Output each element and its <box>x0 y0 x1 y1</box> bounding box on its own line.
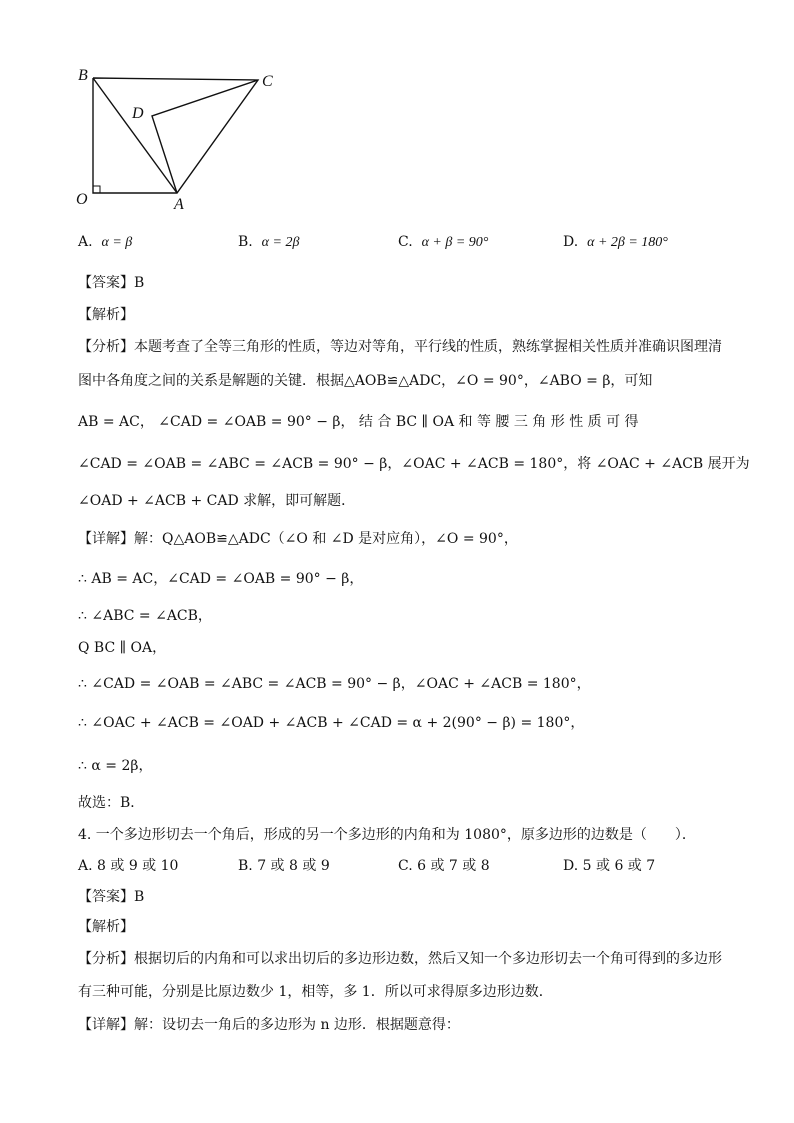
q3-analysis-line-3: AB = AC， ∠CAD = ∠OAB = 90° − β， 结 合 BC ∥ OA 和 等 腰 三 角 形 性 质 可 得 <box>78 414 639 430</box>
option-key: A. <box>78 858 93 874</box>
q4-option-c <box>398 855 490 875</box>
q3-detail-line-7: ∴ α = 2β， <box>78 758 153 774</box>
option-key: D. <box>563 234 579 250</box>
q4-analysis-line-2: 有三种可能，分别是比原边数少 1，相等，多 1．所以可求得原多边形边数． <box>78 984 553 1000</box>
right-angle-mark <box>93 186 100 193</box>
label-C: C <box>262 73 273 90</box>
q4-option-d <box>563 855 655 875</box>
label-D: D <box>132 105 144 122</box>
segment-ADC <box>152 80 258 193</box>
q4-option-a <box>78 855 178 875</box>
option-key: B. <box>238 858 253 874</box>
option-text: α + 2β = 180° <box>587 235 668 250</box>
option-text: 8 或 9 或 10 <box>97 858 179 874</box>
label-A: A <box>174 196 184 213</box>
q4-option-b <box>238 855 330 875</box>
q3-analysis-heading: 【解析】 <box>78 307 134 323</box>
q3-detail-line-1: 【详解】解：Q△AOB≌△ADC（∠O 和 ∠D 是对应角），∠O = 90°， <box>78 531 518 547</box>
figure-outline <box>93 78 258 193</box>
option-text: 7 或 8 或 9 <box>257 858 330 874</box>
option-text: 6 或 7 或 8 <box>417 858 490 874</box>
segment-BA <box>93 78 177 193</box>
q4-analysis-line-1: 【分析】根据切后的内角和可以求出切后的多边形边数，然后又知一个多边形切去一个角可得到的多边形 <box>78 951 722 967</box>
option-key: D. <box>563 858 579 874</box>
q3-answer: 【答案】B <box>78 275 145 291</box>
q3-option-d <box>563 234 668 251</box>
q3-analysis-line-1: 【分析】本题考查了全等三角形的性质，等边对等角，平行线的性质，熟练掌握相关性质并准确识图理清 <box>78 339 722 355</box>
q4-analysis-heading: 【解析】 <box>78 919 134 935</box>
q3-detail-line-5: ∴ ∠CAD = ∠OAB = ∠ABC = ∠ACB = 90° − β，∠OAC + ∠ACB = 180°， <box>78 676 591 692</box>
option-key: A. <box>78 234 93 250</box>
q3-option-c <box>398 234 488 251</box>
q3-option-b <box>238 234 299 251</box>
q3-analysis-line-5: ∠OAD + ∠ACB + CAD 求解，即可解题． <box>78 493 356 509</box>
q3-detail-line-2: ∴ AB = AC，∠CAD = ∠OAB = 90° − β， <box>78 571 364 587</box>
q3-detail-line-3: ∴ ∠ABC = ∠ACB， <box>78 608 212 624</box>
option-key: C. <box>398 234 413 250</box>
label-B: B <box>78 67 88 84</box>
option-key: B. <box>238 234 253 250</box>
q3-detail-line-4: Q BC ∥ OA， <box>78 640 167 656</box>
q3-analysis-line-2: 图中各角度之间的关系是解题的关键．根据△AOB≌△ADC，∠O = 90°，∠ABO = β，可知 <box>78 373 653 389</box>
option-text: α = 2β <box>261 235 300 250</box>
q3-detail-line-6: ∴ ∠OAC + ∠ACB = ∠OAD + ∠ACB + ∠CAD = α + 2(90° − β) = 180°， <box>78 715 585 731</box>
option-text: α + β = 90° <box>421 235 489 250</box>
geometry-figure <box>70 60 290 220</box>
option-text: α = β <box>101 235 133 250</box>
label-O: O <box>76 191 88 208</box>
q4-answer: 【答案】B <box>78 889 145 905</box>
q3-detail-line-8: 故选：B． <box>78 795 145 811</box>
q3-option-a <box>78 234 132 251</box>
q4-detail-line: 【详解】解：设切去一角后的多边形为 n 边形．根据题意得： <box>78 1017 460 1033</box>
option-key: C. <box>398 858 413 874</box>
q4-question: 4. 一个多边形切去一个角后，形成的另一个多边形的内角和为 1080°，原多边形的边数是（ ）． <box>78 827 696 843</box>
q3-analysis-line-4: ∠CAD = ∠OAB = ∠ABC = ∠ACB = 90° − β，∠OAC + ∠ACB = 180°，将 ∠OAC + ∠ACB 展开为 <box>78 456 750 472</box>
option-text: 5 或 6 或 7 <box>582 858 656 874</box>
